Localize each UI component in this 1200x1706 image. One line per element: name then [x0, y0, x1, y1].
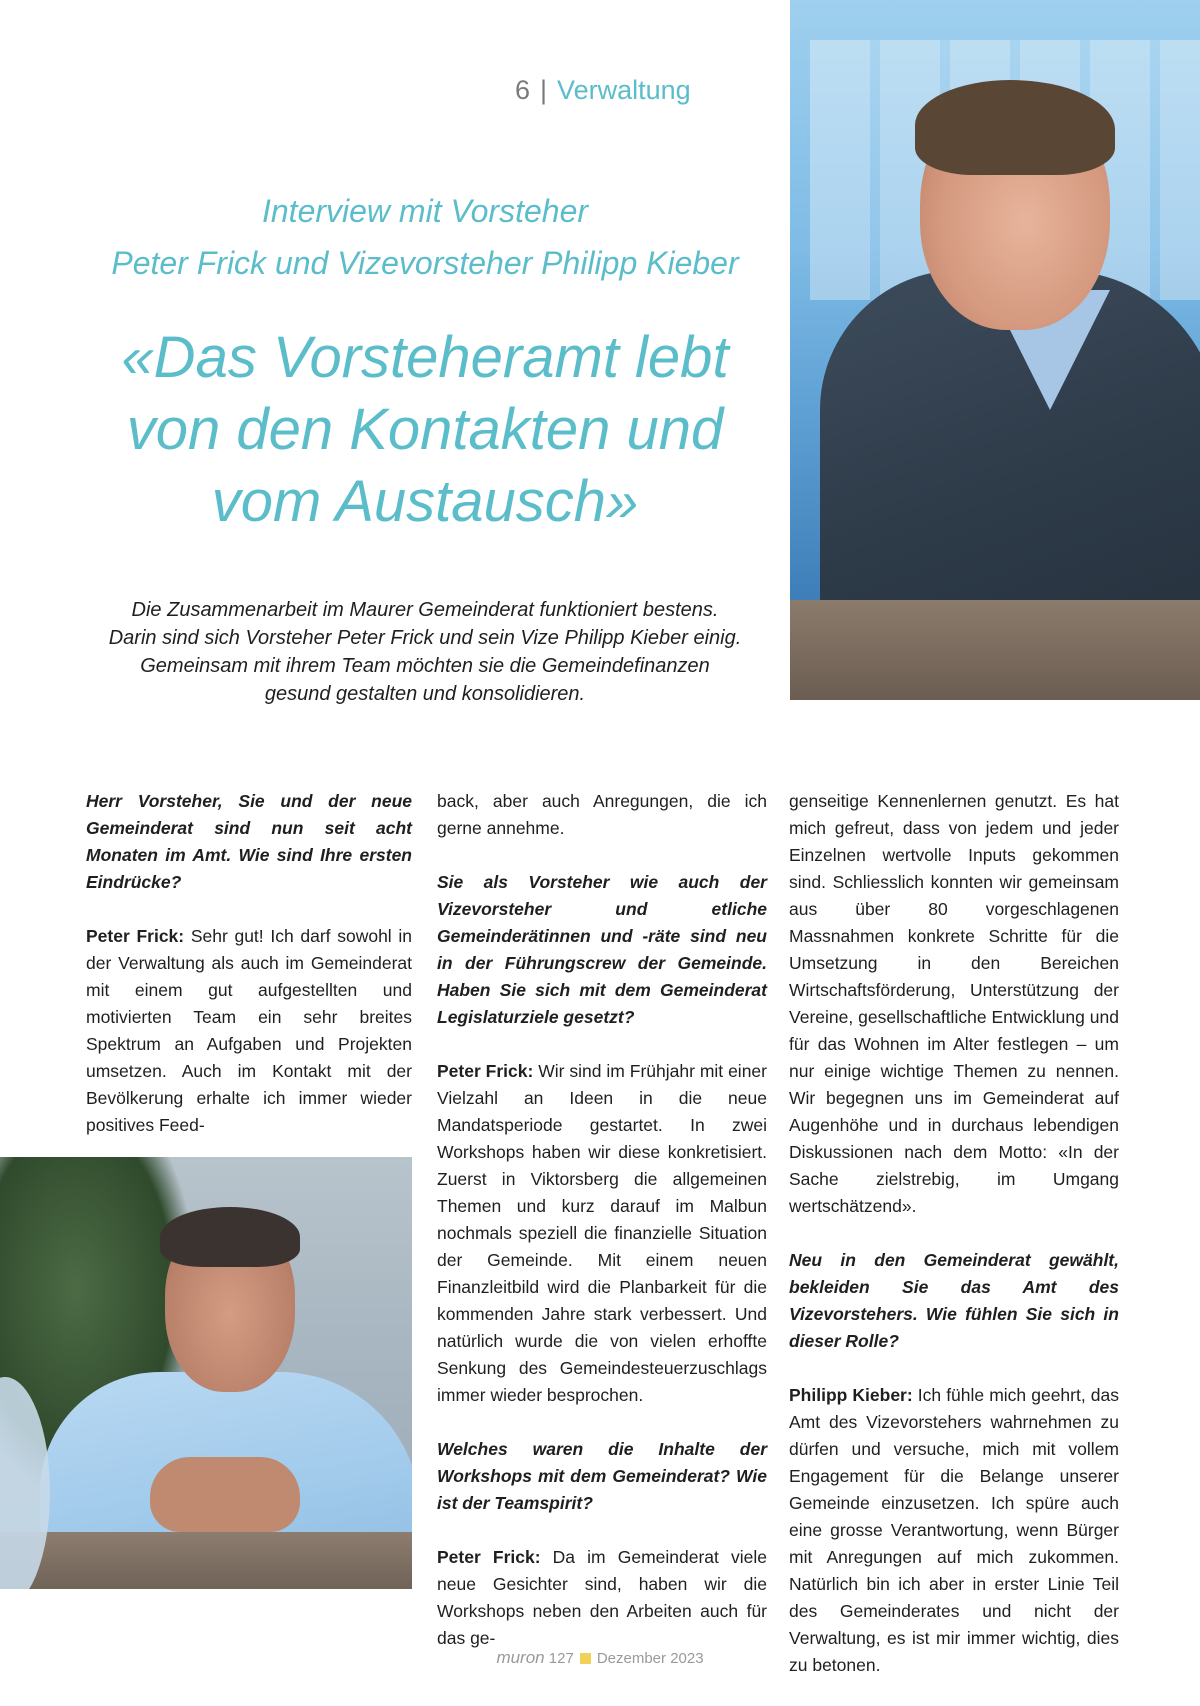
- issue-date: Dezember 2023: [596, 1650, 704, 1667]
- lead-line: Darin sind sich Vorsteher Peter Frick und sein Vize Philipp Kieber einig.: [108, 627, 742, 649]
- answer-text: Da im Gemeinderat viele neue Gesichter sind, haben wir die Workshops neben den Arbeiten auch für das ge-: [437, 1547, 767, 1648]
- section-name: Verwaltung: [557, 75, 691, 105]
- kicker-line: Peter Frick und Vizevorsteher Philipp Kieber: [111, 245, 739, 281]
- answer-text: Wir sind im Frühjahr mit einer Vielzahl an Ideen in die neue Mandatsperiode gestartet. In zwei Workshops haben wir diese konkretisiert. Zuerst in Viktorsberg die allgemeinen Themen und kurz darauf im Malbun nochmals speziell die finanzielle Situation der Gemeinde. Mit einem neuen Finanzleitbild wird die Planbarkeit für die kommenden Jahre stark verbessert. Und natürlich wurde die von vielen erhoffte Senkung des Gemeindesteuerzuschlags immer wieder besprochen.: [437, 1061, 767, 1405]
- interview-answer: [437, 1058, 767, 1409]
- speaker-name: Peter Frick:: [437, 1547, 541, 1567]
- interview-answer: [789, 1382, 1119, 1679]
- answer-continuation: back, aber auch Anregungen, die ich gerne annehme.: [437, 791, 767, 838]
- footer-square-icon: [580, 1653, 591, 1664]
- headline-line: vom Austausch»: [211, 469, 639, 534]
- photo-table: [0, 1532, 412, 1589]
- interview-kicker: [60, 185, 790, 289]
- article-headline: [60, 322, 790, 538]
- interview-question: Neu in den Gemeinderat gewählt, bekleiden Sie das Amt des Vizevorstehers. Wie fühlen Sie sich in dieser Rolle?: [789, 1250, 1119, 1351]
- photo-hair: [160, 1207, 300, 1267]
- speaker-name: Philipp Kieber:: [789, 1385, 913, 1405]
- interview-question: Herr Vorsteher, Sie und der neue Gemeinderat sind nun seit acht Monaten im Amt. Wie sind Ihre ersten Eindrücke?: [86, 791, 412, 892]
- answer-text: Ich fühle mich geehrt, das Amt des Vizevorstehers wahrnehmen zu dürfen und versuche, mich mit vollem Engagement für die Belange unserer Gemeinde einzusetzen. Ich spüre auch eine grosse Verantwortung, wenn Bürger mit Anregungen auf mich zukommen. Natürlich bin ich aber in erster Linie Teil des Gemeinderates und nicht der Verwaltung, es ist mir immer wichtig, dies zu betonen.: [789, 1385, 1120, 1675]
- kicker-line: Interview mit Vorsteher: [261, 193, 589, 229]
- page-number: 6: [515, 75, 531, 105]
- headline-line: von den Kontakten und: [126, 397, 724, 462]
- lead-line: Die Zusammenarbeit im Maurer Gemeinderat funktioniert bestens.: [131, 599, 719, 621]
- issue-number: 127: [548, 1650, 574, 1667]
- page-header: [515, 70, 691, 110]
- photo-vizevorsteher: [790, 0, 1200, 700]
- magazine-name: muron: [496, 1648, 545, 1667]
- speaker-name: Peter Frick:: [437, 1061, 534, 1081]
- article-lead: [60, 596, 790, 708]
- speaker-name: Peter Frick:: [86, 926, 185, 946]
- page-footer: [0, 1647, 1200, 1670]
- interview-question: Welches waren die Inhalte der Workshops mit dem Gemeinderat? Wie ist der Teamspirit?: [437, 1439, 767, 1513]
- photo-vorsteher: [0, 1157, 412, 1589]
- text-column-1: [86, 788, 412, 1166]
- photo-hands: [150, 1457, 300, 1532]
- answer-text: Sehr gut! Ich darf sowohl in der Verwaltung als auch im Gemeinderat mit einem gut aufgestellten und motivierten Team ein sehr breites Spektrum an Aufgaben und Projekten umsetzen. Auch im Kontakt mit der Bevölkerung erhalte ich immer wieder positives Feed-: [86, 926, 413, 1135]
- interview-answer: [437, 1544, 767, 1652]
- photo-table: [790, 600, 1200, 700]
- interview-question: Sie als Vorsteher wie auch der Vizevorsteher und etliche Gemeinderätinnen und -räte sind neu in der Führungscrew der Gemeinde. Haben Sie sich mit dem Gemeinderat Legislaturziele gesetzt?: [437, 872, 767, 1027]
- headline-line: «Das Vorsteheramt lebt: [121, 325, 729, 390]
- interview-answer: [86, 923, 412, 1139]
- text-column-2: [437, 788, 767, 1679]
- photo-hair: [915, 80, 1115, 175]
- text-column-3: [789, 788, 1119, 1706]
- lead-line: Gemeinsam mit ihrem Team möchten sie die Gemeindefinanzen: [140, 655, 710, 677]
- header-separator: |: [540, 75, 548, 105]
- answer-continuation: genseitige Kennenlernen genutzt. Es hat mich gefreut, dass von jedem und jeder Einzelnen wertvolle Inputs gekommen sind. Schliesslich konnten wir gemeinsam aus über 80 vorgeschlagenen Massnahmen konkrete Schritte für die Umsetzung in den Bereichen Wirtschaftsförderung, Unterstützung der Vereine, gesellschaftliche Entwicklung und für das Wohnen im Alter festlegen – um nur einige wichtige Themen zu nennen. Wir begegnen uns im Gemeinderat auf Augenhöhe und in durchaus lebendigen Diskussionen nach dem Motto: «In der Sache zielstrebig, im Umgang wertschätzend».: [789, 791, 1119, 1216]
- lead-line: gesund gestalten und konsolidieren.: [264, 683, 586, 705]
